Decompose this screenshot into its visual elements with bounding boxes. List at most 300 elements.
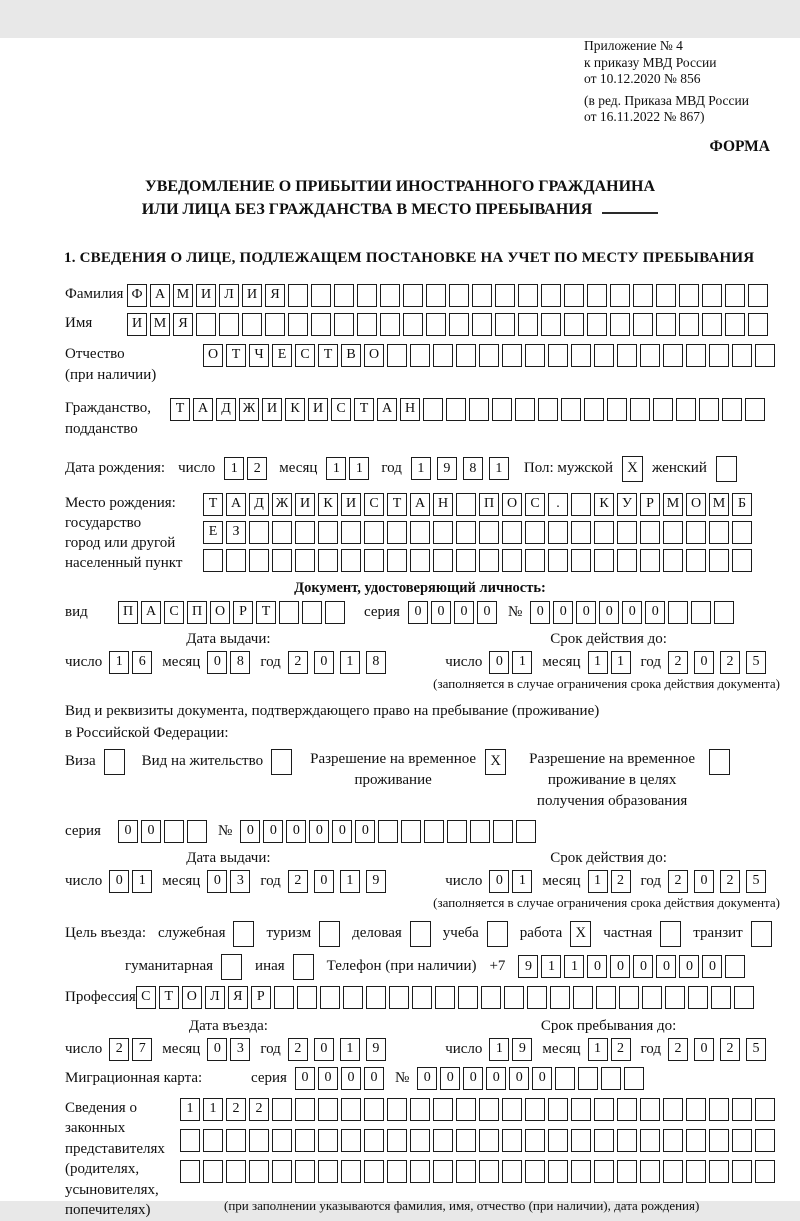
char-cell[interactable] bbox=[410, 344, 430, 367]
char-cell[interactable] bbox=[548, 1160, 568, 1183]
char-cell[interactable]: 6 bbox=[132, 651, 152, 674]
char-cell[interactable] bbox=[617, 344, 637, 367]
residence-permit-checkbox[interactable] bbox=[271, 749, 292, 775]
char-cell[interactable] bbox=[311, 313, 331, 336]
char-cell[interactable]: 1 bbox=[326, 457, 346, 480]
char-cell[interactable] bbox=[663, 1129, 683, 1152]
char-cell[interactable] bbox=[502, 1160, 522, 1183]
char-cell[interactable] bbox=[722, 398, 742, 421]
char-cell[interactable]: 2 bbox=[226, 1098, 246, 1121]
char-cell[interactable] bbox=[515, 398, 535, 421]
char-cell[interactable]: 0 bbox=[454, 601, 474, 624]
char-cell[interactable] bbox=[619, 986, 639, 1009]
char-cell[interactable] bbox=[548, 521, 568, 544]
char-cell[interactable]: С bbox=[295, 344, 315, 367]
char-cell[interactable] bbox=[479, 344, 499, 367]
char-cell[interactable] bbox=[755, 1129, 775, 1152]
char-cell[interactable]: О bbox=[364, 344, 384, 367]
char-cell[interactable]: 0 bbox=[489, 651, 509, 674]
char-cell[interactable] bbox=[571, 493, 591, 516]
char-cell[interactable] bbox=[617, 549, 637, 572]
char-cell[interactable] bbox=[679, 313, 699, 336]
char-cell[interactable] bbox=[732, 521, 752, 544]
char-cell[interactable]: 0 bbox=[332, 820, 352, 843]
char-cell[interactable]: Л bbox=[205, 986, 225, 1009]
char-cell[interactable]: 9 bbox=[366, 870, 386, 893]
char-cell[interactable] bbox=[640, 1098, 660, 1121]
char-cell[interactable] bbox=[341, 1129, 361, 1152]
char-cell[interactable]: М bbox=[150, 313, 170, 336]
char-cell[interactable] bbox=[364, 1098, 384, 1121]
char-cell[interactable] bbox=[548, 344, 568, 367]
char-cell[interactable]: 0 bbox=[417, 1067, 437, 1090]
char-cell[interactable] bbox=[541, 284, 561, 307]
char-cell[interactable] bbox=[633, 284, 653, 307]
char-cell[interactable] bbox=[550, 986, 570, 1009]
char-cell[interactable]: 1 bbox=[489, 457, 509, 480]
char-cell[interactable]: 0 bbox=[633, 955, 653, 978]
char-cell[interactable] bbox=[640, 521, 660, 544]
char-cell[interactable] bbox=[688, 986, 708, 1009]
char-cell[interactable]: 1 bbox=[564, 955, 584, 978]
char-cell[interactable] bbox=[699, 398, 719, 421]
char-cell[interactable] bbox=[226, 1160, 246, 1183]
char-cell[interactable]: 1 bbox=[611, 651, 631, 674]
char-cell[interactable]: М bbox=[173, 284, 193, 307]
char-cell[interactable]: Н bbox=[400, 398, 420, 421]
char-cell[interactable] bbox=[596, 986, 616, 1009]
char-cell[interactable]: 0 bbox=[318, 1067, 338, 1090]
char-cell[interactable] bbox=[642, 986, 662, 1009]
char-cell[interactable]: О bbox=[203, 344, 223, 367]
char-cell[interactable] bbox=[755, 344, 775, 367]
char-cell[interactable] bbox=[502, 549, 522, 572]
char-cell[interactable]: Я bbox=[173, 313, 193, 336]
char-cell[interactable] bbox=[516, 820, 536, 843]
char-cell[interactable]: О bbox=[182, 986, 202, 1009]
char-cell[interactable] bbox=[584, 398, 604, 421]
char-cell[interactable] bbox=[594, 1098, 614, 1121]
char-cell[interactable] bbox=[571, 1098, 591, 1121]
char-cell[interactable]: Т bbox=[203, 493, 223, 516]
char-cell[interactable]: Н bbox=[433, 493, 453, 516]
char-cell[interactable] bbox=[587, 313, 607, 336]
char-cell[interactable] bbox=[709, 521, 729, 544]
char-cell[interactable]: 5 bbox=[746, 1038, 766, 1061]
char-cell[interactable] bbox=[610, 313, 630, 336]
char-cell[interactable] bbox=[525, 1160, 545, 1183]
char-cell[interactable]: П bbox=[187, 601, 207, 624]
char-cell[interactable]: И bbox=[127, 313, 147, 336]
char-cell[interactable]: Т bbox=[159, 986, 179, 1009]
char-cell[interactable]: И bbox=[308, 398, 328, 421]
char-cell[interactable] bbox=[265, 313, 285, 336]
char-cell[interactable] bbox=[295, 521, 315, 544]
char-cell[interactable] bbox=[249, 521, 269, 544]
char-cell[interactable] bbox=[527, 986, 547, 1009]
char-cell[interactable] bbox=[249, 1129, 269, 1152]
char-cell[interactable]: С bbox=[525, 493, 545, 516]
char-cell[interactable] bbox=[502, 521, 522, 544]
char-cell[interactable] bbox=[594, 521, 614, 544]
purpose-official-checkbox[interactable] bbox=[233, 921, 254, 947]
char-cell[interactable]: В bbox=[341, 344, 361, 367]
char-cell[interactable]: 0 bbox=[694, 1038, 714, 1061]
char-cell[interactable]: 0 bbox=[207, 870, 227, 893]
char-cell[interactable] bbox=[341, 521, 361, 544]
char-cell[interactable]: 5 bbox=[746, 870, 766, 893]
char-cell[interactable] bbox=[334, 313, 354, 336]
female-checkbox[interactable] bbox=[716, 456, 737, 482]
char-cell[interactable]: 3 bbox=[230, 870, 250, 893]
char-cell[interactable]: И bbox=[262, 398, 282, 421]
char-cell[interactable] bbox=[601, 1067, 621, 1090]
char-cell[interactable] bbox=[571, 344, 591, 367]
char-cell[interactable]: А bbox=[410, 493, 430, 516]
char-cell[interactable]: О bbox=[210, 601, 230, 624]
char-cell[interactable]: 0 bbox=[207, 1038, 227, 1061]
char-cell[interactable] bbox=[686, 1129, 706, 1152]
char-cell[interactable]: 2 bbox=[288, 1038, 308, 1061]
char-cell[interactable] bbox=[571, 549, 591, 572]
char-cell[interactable]: Ж bbox=[272, 493, 292, 516]
char-cell[interactable]: 1 bbox=[411, 457, 431, 480]
char-cell[interactable] bbox=[446, 398, 466, 421]
char-cell[interactable] bbox=[564, 313, 584, 336]
char-cell[interactable]: К bbox=[594, 493, 614, 516]
char-cell[interactable]: А bbox=[150, 284, 170, 307]
char-cell[interactable] bbox=[389, 986, 409, 1009]
char-cell[interactable] bbox=[302, 601, 322, 624]
char-cell[interactable] bbox=[676, 398, 696, 421]
purpose-tourism-checkbox[interactable] bbox=[319, 921, 340, 947]
char-cell[interactable] bbox=[380, 284, 400, 307]
char-cell[interactable]: 1 bbox=[203, 1098, 223, 1121]
char-cell[interactable] bbox=[387, 521, 407, 544]
char-cell[interactable]: 9 bbox=[366, 1038, 386, 1061]
char-cell[interactable] bbox=[364, 1160, 384, 1183]
char-cell[interactable]: 1 bbox=[512, 870, 532, 893]
char-cell[interactable] bbox=[725, 284, 745, 307]
char-cell[interactable]: М bbox=[709, 493, 729, 516]
char-cell[interactable] bbox=[334, 284, 354, 307]
purpose-humanitarian-checkbox[interactable] bbox=[221, 954, 242, 980]
char-cell[interactable] bbox=[633, 313, 653, 336]
char-cell[interactable]: 0 bbox=[530, 601, 550, 624]
char-cell[interactable] bbox=[663, 549, 683, 572]
char-cell[interactable]: Ч bbox=[249, 344, 269, 367]
char-cell[interactable]: Ф bbox=[127, 284, 147, 307]
char-cell[interactable] bbox=[502, 1129, 522, 1152]
char-cell[interactable] bbox=[447, 820, 467, 843]
char-cell[interactable]: 0 bbox=[656, 955, 676, 978]
char-cell[interactable] bbox=[640, 344, 660, 367]
char-cell[interactable] bbox=[571, 1160, 591, 1183]
char-cell[interactable] bbox=[578, 1067, 598, 1090]
char-cell[interactable]: 9 bbox=[518, 955, 538, 978]
temp-residence-checkbox[interactable]: X bbox=[485, 749, 506, 775]
char-cell[interactable]: 2 bbox=[720, 870, 740, 893]
char-cell[interactable]: 0 bbox=[694, 651, 714, 674]
char-cell[interactable] bbox=[479, 1129, 499, 1152]
char-cell[interactable]: 1 bbox=[224, 457, 244, 480]
char-cell[interactable]: И bbox=[295, 493, 315, 516]
char-cell[interactable]: 0 bbox=[431, 601, 451, 624]
char-cell[interactable] bbox=[196, 313, 216, 336]
char-cell[interactable] bbox=[594, 1160, 614, 1183]
char-cell[interactable] bbox=[709, 1160, 729, 1183]
char-cell[interactable] bbox=[594, 344, 614, 367]
char-cell[interactable] bbox=[571, 1129, 591, 1152]
char-cell[interactable] bbox=[502, 344, 522, 367]
char-cell[interactable] bbox=[387, 1160, 407, 1183]
char-cell[interactable] bbox=[691, 601, 711, 624]
char-cell[interactable]: К bbox=[318, 493, 338, 516]
char-cell[interactable]: З bbox=[226, 521, 246, 544]
char-cell[interactable] bbox=[433, 549, 453, 572]
char-cell[interactable]: 0 bbox=[553, 601, 573, 624]
char-cell[interactable] bbox=[456, 549, 476, 572]
char-cell[interactable] bbox=[495, 313, 515, 336]
char-cell[interactable] bbox=[732, 1098, 752, 1121]
char-cell[interactable] bbox=[456, 1098, 476, 1121]
char-cell[interactable] bbox=[564, 284, 584, 307]
char-cell[interactable]: 0 bbox=[702, 955, 722, 978]
char-cell[interactable]: 2 bbox=[668, 1038, 688, 1061]
char-cell[interactable] bbox=[663, 344, 683, 367]
purpose-business-checkbox[interactable] bbox=[410, 921, 431, 947]
char-cell[interactable]: 2 bbox=[247, 457, 267, 480]
char-cell[interactable] bbox=[203, 1160, 223, 1183]
char-cell[interactable]: С bbox=[136, 986, 156, 1009]
char-cell[interactable] bbox=[594, 549, 614, 572]
char-cell[interactable]: 8 bbox=[230, 651, 250, 674]
char-cell[interactable]: 1 bbox=[541, 955, 561, 978]
char-cell[interactable] bbox=[433, 1129, 453, 1152]
char-cell[interactable] bbox=[341, 1160, 361, 1183]
char-cell[interactable] bbox=[387, 1129, 407, 1152]
char-cell[interactable]: 0 bbox=[694, 870, 714, 893]
char-cell[interactable] bbox=[745, 398, 765, 421]
char-cell[interactable]: 1 bbox=[340, 651, 360, 674]
char-cell[interactable]: 2 bbox=[611, 870, 631, 893]
char-cell[interactable] bbox=[525, 549, 545, 572]
male-checkbox[interactable]: X bbox=[622, 456, 643, 482]
char-cell[interactable]: Т bbox=[387, 493, 407, 516]
char-cell[interactable] bbox=[295, 1129, 315, 1152]
char-cell[interactable] bbox=[518, 284, 538, 307]
char-cell[interactable]: А bbox=[377, 398, 397, 421]
char-cell[interactable] bbox=[426, 284, 446, 307]
char-cell[interactable]: 0 bbox=[341, 1067, 361, 1090]
char-cell[interactable] bbox=[525, 521, 545, 544]
char-cell[interactable] bbox=[663, 1098, 683, 1121]
char-cell[interactable]: 0 bbox=[314, 1038, 334, 1061]
char-cell[interactable] bbox=[295, 549, 315, 572]
char-cell[interactable] bbox=[714, 601, 734, 624]
char-cell[interactable] bbox=[318, 1098, 338, 1121]
char-cell[interactable]: М bbox=[663, 493, 683, 516]
char-cell[interactable] bbox=[297, 986, 317, 1009]
char-cell[interactable] bbox=[561, 398, 581, 421]
char-cell[interactable]: Т bbox=[226, 344, 246, 367]
char-cell[interactable] bbox=[364, 549, 384, 572]
char-cell[interactable] bbox=[226, 1129, 246, 1152]
char-cell[interactable] bbox=[686, 1098, 706, 1121]
char-cell[interactable] bbox=[481, 986, 501, 1009]
char-cell[interactable] bbox=[449, 313, 469, 336]
char-cell[interactable] bbox=[311, 284, 331, 307]
char-cell[interactable]: 1 bbox=[340, 870, 360, 893]
char-cell[interactable] bbox=[412, 986, 432, 1009]
char-cell[interactable] bbox=[587, 284, 607, 307]
char-cell[interactable] bbox=[548, 549, 568, 572]
char-cell[interactable] bbox=[469, 398, 489, 421]
char-cell[interactable]: 1 bbox=[588, 1038, 608, 1061]
char-cell[interactable]: О bbox=[686, 493, 706, 516]
char-cell[interactable]: 0 bbox=[679, 955, 699, 978]
char-cell[interactable] bbox=[607, 398, 627, 421]
char-cell[interactable]: 0 bbox=[509, 1067, 529, 1090]
char-cell[interactable] bbox=[630, 398, 650, 421]
char-cell[interactable] bbox=[249, 1160, 269, 1183]
temp-residence-education-checkbox[interactable] bbox=[709, 749, 730, 775]
char-cell[interactable] bbox=[279, 601, 299, 624]
char-cell[interactable] bbox=[272, 521, 292, 544]
char-cell[interactable] bbox=[274, 986, 294, 1009]
char-cell[interactable] bbox=[456, 493, 476, 516]
char-cell[interactable] bbox=[504, 986, 524, 1009]
char-cell[interactable] bbox=[387, 549, 407, 572]
char-cell[interactable]: 1 bbox=[340, 1038, 360, 1061]
char-cell[interactable] bbox=[272, 1098, 292, 1121]
char-cell[interactable] bbox=[686, 1160, 706, 1183]
purpose-work-checkbox[interactable]: X bbox=[570, 921, 591, 947]
char-cell[interactable]: 0 bbox=[263, 820, 283, 843]
char-cell[interactable]: А bbox=[226, 493, 246, 516]
char-cell[interactable] bbox=[426, 313, 446, 336]
char-cell[interactable] bbox=[187, 820, 207, 843]
char-cell[interactable] bbox=[748, 284, 768, 307]
char-cell[interactable] bbox=[456, 344, 476, 367]
char-cell[interactable] bbox=[180, 1129, 200, 1152]
char-cell[interactable] bbox=[525, 1098, 545, 1121]
char-cell[interactable]: 0 bbox=[599, 601, 619, 624]
char-cell[interactable] bbox=[653, 398, 673, 421]
char-cell[interactable] bbox=[180, 1160, 200, 1183]
char-cell[interactable] bbox=[538, 398, 558, 421]
char-cell[interactable]: 0 bbox=[314, 651, 334, 674]
char-cell[interactable]: Р bbox=[233, 601, 253, 624]
char-cell[interactable] bbox=[640, 1160, 660, 1183]
char-cell[interactable] bbox=[318, 549, 338, 572]
char-cell[interactable]: Ж bbox=[239, 398, 259, 421]
char-cell[interactable]: А bbox=[141, 601, 161, 624]
char-cell[interactable] bbox=[555, 1067, 575, 1090]
char-cell[interactable] bbox=[656, 313, 676, 336]
char-cell[interactable]: 0 bbox=[463, 1067, 483, 1090]
char-cell[interactable] bbox=[617, 1129, 637, 1152]
char-cell[interactable]: 2 bbox=[249, 1098, 269, 1121]
char-cell[interactable]: 2 bbox=[611, 1038, 631, 1061]
char-cell[interactable] bbox=[203, 1129, 223, 1152]
char-cell[interactable] bbox=[423, 398, 443, 421]
char-cell[interactable] bbox=[656, 284, 676, 307]
char-cell[interactable] bbox=[410, 1098, 430, 1121]
char-cell[interactable]: Д bbox=[249, 493, 269, 516]
purpose-private-checkbox[interactable] bbox=[660, 921, 681, 947]
char-cell[interactable]: 7 bbox=[132, 1038, 152, 1061]
char-cell[interactable] bbox=[295, 1098, 315, 1121]
char-cell[interactable] bbox=[325, 601, 345, 624]
char-cell[interactable]: 1 bbox=[512, 651, 532, 674]
char-cell[interactable]: Б bbox=[732, 493, 752, 516]
char-cell[interactable] bbox=[341, 549, 361, 572]
char-cell[interactable]: 0 bbox=[610, 955, 630, 978]
char-cell[interactable] bbox=[410, 1129, 430, 1152]
char-cell[interactable] bbox=[387, 344, 407, 367]
char-cell[interactable] bbox=[493, 820, 513, 843]
char-cell[interactable]: П bbox=[118, 601, 138, 624]
char-cell[interactable] bbox=[203, 549, 223, 572]
char-cell[interactable]: К bbox=[285, 398, 305, 421]
char-cell[interactable] bbox=[424, 820, 444, 843]
char-cell[interactable] bbox=[541, 313, 561, 336]
char-cell[interactable] bbox=[288, 313, 308, 336]
char-cell[interactable] bbox=[702, 284, 722, 307]
char-cell[interactable] bbox=[702, 313, 722, 336]
char-cell[interactable] bbox=[343, 986, 363, 1009]
char-cell[interactable] bbox=[479, 1098, 499, 1121]
char-cell[interactable] bbox=[320, 986, 340, 1009]
visa-checkbox[interactable] bbox=[104, 749, 125, 775]
char-cell[interactable]: Я bbox=[228, 986, 248, 1009]
char-cell[interactable]: 3 bbox=[230, 1038, 250, 1061]
char-cell[interactable] bbox=[433, 1160, 453, 1183]
char-cell[interactable]: 0 bbox=[109, 870, 129, 893]
char-cell[interactable] bbox=[665, 986, 685, 1009]
char-cell[interactable]: 1 bbox=[180, 1098, 200, 1121]
char-cell[interactable] bbox=[624, 1067, 644, 1090]
char-cell[interactable] bbox=[755, 1098, 775, 1121]
char-cell[interactable] bbox=[748, 313, 768, 336]
char-cell[interactable] bbox=[732, 344, 752, 367]
char-cell[interactable] bbox=[617, 1098, 637, 1121]
char-cell[interactable] bbox=[470, 820, 490, 843]
char-cell[interactable] bbox=[663, 1160, 683, 1183]
char-cell[interactable] bbox=[610, 284, 630, 307]
purpose-other-checkbox[interactable] bbox=[293, 954, 314, 980]
char-cell[interactable]: 1 bbox=[349, 457, 369, 480]
char-cell[interactable] bbox=[502, 1098, 522, 1121]
char-cell[interactable] bbox=[472, 284, 492, 307]
char-cell[interactable]: И bbox=[242, 284, 262, 307]
char-cell[interactable] bbox=[433, 1098, 453, 1121]
char-cell[interactable]: 2 bbox=[720, 651, 740, 674]
char-cell[interactable] bbox=[272, 549, 292, 572]
char-cell[interactable]: Т bbox=[318, 344, 338, 367]
char-cell[interactable]: Т bbox=[256, 601, 276, 624]
char-cell[interactable] bbox=[686, 549, 706, 572]
char-cell[interactable]: 2 bbox=[668, 870, 688, 893]
purpose-transit-checkbox[interactable] bbox=[751, 921, 772, 947]
char-cell[interactable]: С bbox=[364, 493, 384, 516]
char-cell[interactable] bbox=[288, 284, 308, 307]
char-cell[interactable] bbox=[249, 549, 269, 572]
char-cell[interactable]: Т bbox=[354, 398, 374, 421]
char-cell[interactable]: Я bbox=[265, 284, 285, 307]
char-cell[interactable]: 0 bbox=[532, 1067, 552, 1090]
